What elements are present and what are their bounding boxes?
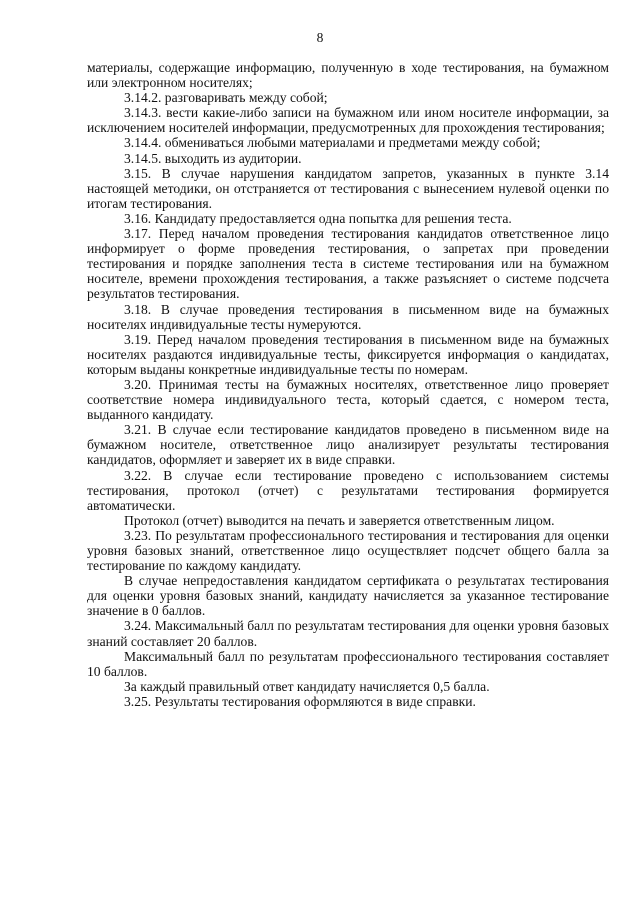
paragraph: Максимальный балл по результатам профессионального тестирования составляет 10 баллов. — [87, 648, 609, 679]
paragraph: 3.24. Максимальный балл по результатам тестирования для оценки уровня базовых знаний составляет 20 баллов. — [87, 618, 609, 649]
paragraph: 3.17. Перед началом проведения тестирования кандидатов ответственное лицо информирует о форме проведения тестирования, о запретах при проведении тестирования и порядке заполнения теста в системе тестирования или на бумажном носителе, времени прохождения тестирования, а также разъясняет о системе подсчета результатов тестирования. — [87, 226, 609, 302]
paragraph: 3.18. В случае проведения тестирования в письменном виде на бумажных носителях индивидуальные тесты нумеруются. — [87, 301, 609, 332]
paragraph: 3.22. В случае если тестирование проведено с использованием системы тестирования, протокол (отчет) с результатами тестирования формируется автоматически. — [87, 467, 609, 513]
paragraph: материалы, содержащие информацию, полученную в ходе тестирования, на бумажном или электронном носителях; — [87, 60, 609, 91]
paragraph: В случае непредоставления кандидатом сертификата о результатах тестирования для оценки уровня базовых знаний, кандидату начисляется за указанное тестирование значение в 0 баллов. — [87, 573, 609, 619]
page-number: 8 — [316, 30, 324, 45]
paragraph: 3.25. Результаты тестирования оформляются в виде справки. — [124, 693, 476, 709]
paragraph: Протокол (отчет) выводится на печать и заверяется ответственным лицом. — [124, 512, 555, 528]
paragraph: 3.14.2. разговаривать между собой; — [124, 90, 328, 106]
paragraph: 3.21. В случае если тестирование кандидатов проведено в письменном виде на бумажном носителе, ответственное лицо анализирует результаты тестирования кандидатов, оформляет и заверяет их в виде справки. — [87, 422, 609, 468]
paragraph: 3.16. Кандидату предоставляется одна попытка для решения теста. — [124, 210, 512, 226]
document-body — [87, 60, 609, 709]
paragraph: 3.19. Перед началом проведения тестирования в письменном виде на бумажных носителях раздаются индивидуальные тесты, фиксируется информация о кандидатах, которым выданы конкретные индивидуальные тесты по номерам. — [87, 331, 609, 377]
paragraph: 3.14.3. вести какие-либо записи на бумажном или ином носителе информации, за исключением носителей информации, предусмотренных для прохождения тестирования; — [87, 105, 609, 136]
paragraph: За каждый правильный ответ кандидату начисляется 0,5 балла. — [124, 678, 490, 694]
paragraph: 3.15. В случае нарушения кандидатом запретов, указанных в пункте 3.14 настоящей методики, он отстраняется от тестирования с вынесением нулевой оценки по итогам тестирования. — [87, 165, 609, 211]
paragraph: 3.23. По результатам профессионального тестирования и тестирования для оценки уровня базовых знаний, ответственное лицо осуществляет подсчет общего балла за тестирование по каждому кандидату. — [87, 527, 609, 574]
paragraph: 3.14.5. выходить из аудитории. — [124, 150, 302, 166]
paragraph: 3.20. Принимая тесты на бумажных носителях, ответственное лицо проверяет соответствие номера индивидуального теста, который сдается, с номером теста, выданного кандидату. — [87, 376, 609, 423]
paragraph: 3.14.4. обмениваться любыми материалами и предметами между собой; — [124, 135, 541, 151]
